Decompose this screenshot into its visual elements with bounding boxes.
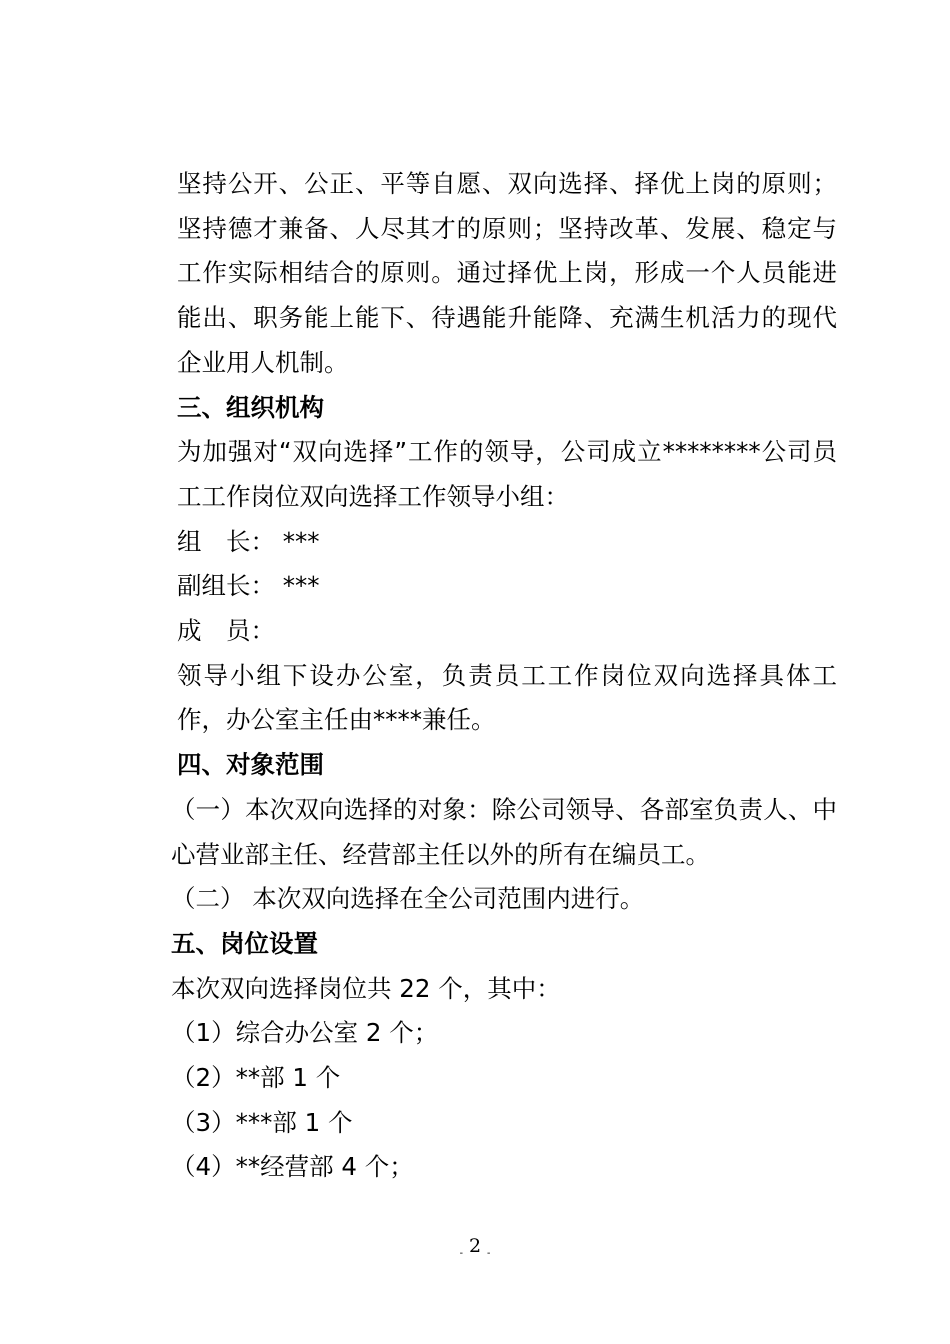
positions-summary: 本次双向选择岗位共 22 个，其中： <box>171 973 561 1003</box>
team-leader-line: 组 长： *** <box>177 526 320 556</box>
page-number-dash-right: - <box>487 1248 491 1259</box>
section-heading-organization: 三、组织机构 <box>177 392 324 422</box>
position-item-4: （4）**经营部 4 个； <box>171 1152 414 1182</box>
section-heading-scope: 四、对象范围 <box>177 750 324 780</box>
members-line: 成 员： <box>177 616 275 646</box>
position-item-1: （1）综合办公室 2 个； <box>171 1018 439 1048</box>
page-number-footer <box>0 1234 950 1266</box>
section-heading-positions: 五、岗位设置 <box>171 928 318 958</box>
position-item-2: （2）**部 1 个 <box>171 1063 341 1093</box>
organization-paragraph: 为加强对“双向选择”工作的领导，公司成立********公司员工工作岗位双向选择工作领导小组： <box>177 437 837 511</box>
principles-paragraph: 坚持公开、公正、平等自愿、双向选择、择优上岗的原则；坚持德才兼备、人尽其才的原则；坚持改革、发展、稳定与工作实际相结合的原则。通过择优上岗，形成一个人员能进能出、职务能上能下、待遇能升能降、充满生机活力的现代企业用人机制。 <box>177 169 837 377</box>
vice-leader-line: 副组长： *** <box>177 571 320 601</box>
page-number-dash-left: - <box>459 1248 463 1259</box>
office-paragraph: 领导小组下设办公室，负责员工工作岗位双向选择具体工作，办公室主任由****兼任。 <box>177 660 837 735</box>
scope-item-1: （一）本次双向选择的对象：除公司领导、各部室负责人、中心营业部主任、经营部主任以外的所有在编员工。 <box>171 794 837 869</box>
page-number: 2 <box>468 1235 482 1257</box>
document-body <box>127 162 837 1190</box>
scope-item-2: （二） 本次双向选择在全公司范围内进行。 <box>171 884 645 914</box>
position-item-3: （3）***部 1 个 <box>171 1107 353 1137</box>
